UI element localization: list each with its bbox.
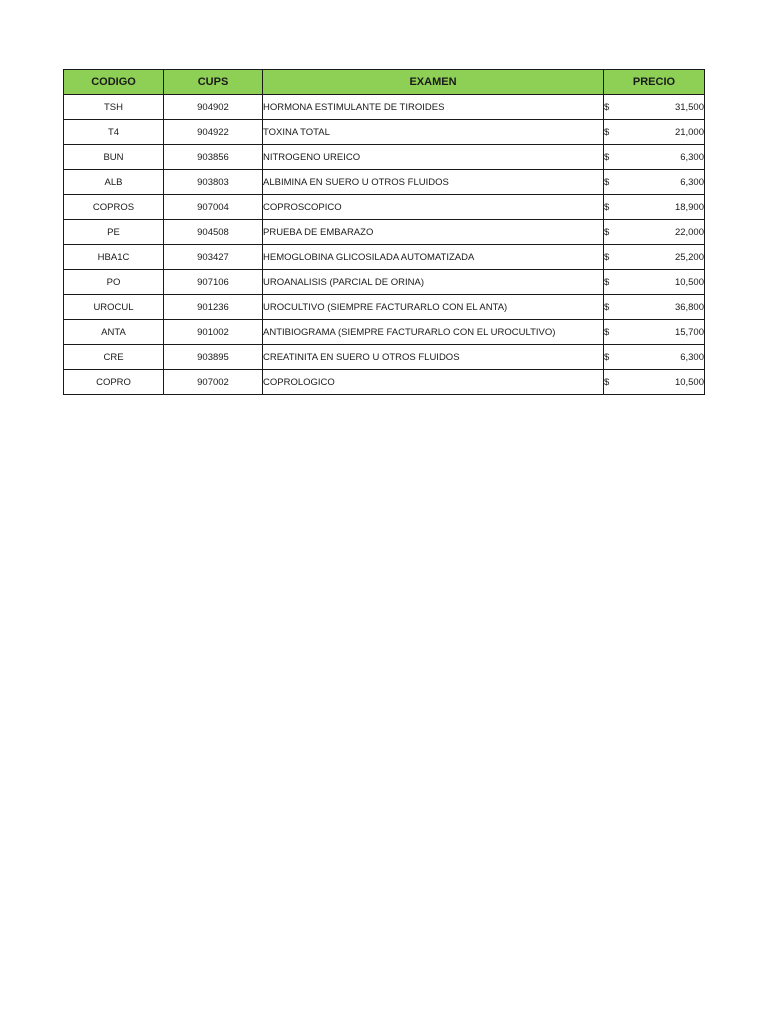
currency-symbol: $ bbox=[604, 326, 610, 338]
table-header-row bbox=[64, 70, 705, 95]
currency-symbol: $ bbox=[604, 126, 610, 138]
currency-symbol: $ bbox=[604, 251, 610, 263]
cell-examen: NITROGENO UREICO bbox=[263, 145, 604, 170]
cell-cups: 903856 bbox=[164, 145, 263, 170]
cell-examen: TOXINA TOTAL bbox=[263, 120, 604, 145]
cell-examen: COPROSCOPICO bbox=[263, 195, 604, 220]
column-header-precio: PRECIO bbox=[604, 70, 705, 95]
column-header-examen: EXAMEN bbox=[263, 70, 604, 95]
cell-cups: 907004 bbox=[164, 195, 263, 220]
cell-codigo: PE bbox=[64, 220, 164, 245]
price-amount: 21,000 bbox=[674, 126, 704, 138]
cell-examen: UROANALISIS (PARCIAL DE ORINA) bbox=[263, 270, 604, 295]
cell-examen: HEMOGLOBINA GLICOSILADA AUTOMATIZADA bbox=[263, 245, 604, 270]
cell-examen: PRUEBA DE EMBARAZO bbox=[263, 220, 604, 245]
cell-precio bbox=[604, 295, 705, 320]
cell-codigo: TSH bbox=[64, 95, 164, 120]
cell-cups: 907002 bbox=[164, 370, 263, 395]
currency-symbol: $ bbox=[604, 226, 610, 238]
table-row bbox=[64, 95, 705, 120]
cell-cups: 903895 bbox=[164, 345, 263, 370]
price-amount: 10,500 bbox=[674, 276, 704, 288]
cell-examen: UROCULTIVO (SIEMPRE FACTURARLO CON EL ANTA) bbox=[263, 295, 604, 320]
cell-cups: 904508 bbox=[164, 220, 263, 245]
currency-symbol: $ bbox=[604, 176, 610, 188]
price-amount: 18,900 bbox=[674, 201, 704, 213]
cell-cups: 901236 bbox=[164, 295, 263, 320]
price-list-sheet bbox=[63, 69, 704, 395]
cell-codigo: CRE bbox=[64, 345, 164, 370]
cell-codigo: UROCUL bbox=[64, 295, 164, 320]
cell-codigo: COPROS bbox=[64, 195, 164, 220]
currency-symbol: $ bbox=[604, 351, 610, 363]
table-body bbox=[64, 95, 705, 395]
cell-precio bbox=[604, 170, 705, 195]
cell-precio bbox=[604, 245, 705, 270]
cell-codigo: ALB bbox=[64, 170, 164, 195]
cell-precio bbox=[604, 220, 705, 245]
currency-symbol: $ bbox=[604, 276, 610, 288]
cell-codigo: T4 bbox=[64, 120, 164, 145]
price-amount: 6,300 bbox=[680, 351, 704, 363]
price-amount: 25,200 bbox=[674, 251, 704, 263]
cell-cups: 903803 bbox=[164, 170, 263, 195]
table-row bbox=[64, 295, 705, 320]
cell-precio bbox=[604, 95, 705, 120]
cell-cups: 907106 bbox=[164, 270, 263, 295]
cell-cups: 904902 bbox=[164, 95, 263, 120]
table-row bbox=[64, 145, 705, 170]
cell-examen: ALBIMINA EN SUERO U OTROS FLUIDOS bbox=[263, 170, 604, 195]
price-amount: 15,700 bbox=[674, 326, 704, 338]
price-table bbox=[63, 69, 705, 395]
currency-symbol: $ bbox=[604, 201, 610, 213]
cell-codigo: BUN bbox=[64, 145, 164, 170]
table-row bbox=[64, 170, 705, 195]
price-amount: 6,300 bbox=[680, 176, 704, 188]
table-row bbox=[64, 245, 705, 270]
table-row bbox=[64, 120, 705, 145]
table-row bbox=[64, 195, 705, 220]
cell-examen: ANTIBIOGRAMA (SIEMPRE FACTURARLO CON EL UROCULTIVO) bbox=[263, 320, 604, 345]
table-row bbox=[64, 220, 705, 245]
cell-codigo: COPRO bbox=[64, 370, 164, 395]
currency-symbol: $ bbox=[604, 301, 610, 313]
cell-codigo: HBA1C bbox=[64, 245, 164, 270]
column-header-cups: CUPS bbox=[164, 70, 263, 95]
price-amount: 6,300 bbox=[680, 151, 704, 163]
price-amount: 22,000 bbox=[674, 226, 704, 238]
cell-precio bbox=[604, 320, 705, 345]
table-row bbox=[64, 270, 705, 295]
cell-codigo: ANTA bbox=[64, 320, 164, 345]
cell-precio bbox=[604, 370, 705, 395]
price-amount: 31,500 bbox=[674, 101, 704, 113]
price-amount: 10,500 bbox=[674, 376, 704, 388]
column-header-codigo: CODIGO bbox=[64, 70, 164, 95]
cell-precio bbox=[604, 345, 705, 370]
cell-precio bbox=[604, 270, 705, 295]
cell-codigo: PO bbox=[64, 270, 164, 295]
cell-examen: HORMONA ESTIMULANTE DE TIROIDES bbox=[263, 95, 604, 120]
currency-symbol: $ bbox=[604, 376, 610, 388]
cell-precio bbox=[604, 145, 705, 170]
table-row bbox=[64, 345, 705, 370]
currency-symbol: $ bbox=[604, 151, 610, 163]
table-row bbox=[64, 370, 705, 395]
cell-cups: 904922 bbox=[164, 120, 263, 145]
cell-cups: 901002 bbox=[164, 320, 263, 345]
cell-examen: COPROLOGICO bbox=[263, 370, 604, 395]
cell-examen: CREATINITA EN SUERO U OTROS FLUIDOS bbox=[263, 345, 604, 370]
price-amount: 36,800 bbox=[674, 301, 704, 313]
table-row bbox=[64, 320, 705, 345]
currency-symbol: $ bbox=[604, 101, 610, 113]
cell-precio bbox=[604, 195, 705, 220]
cell-cups: 903427 bbox=[164, 245, 263, 270]
cell-precio bbox=[604, 120, 705, 145]
